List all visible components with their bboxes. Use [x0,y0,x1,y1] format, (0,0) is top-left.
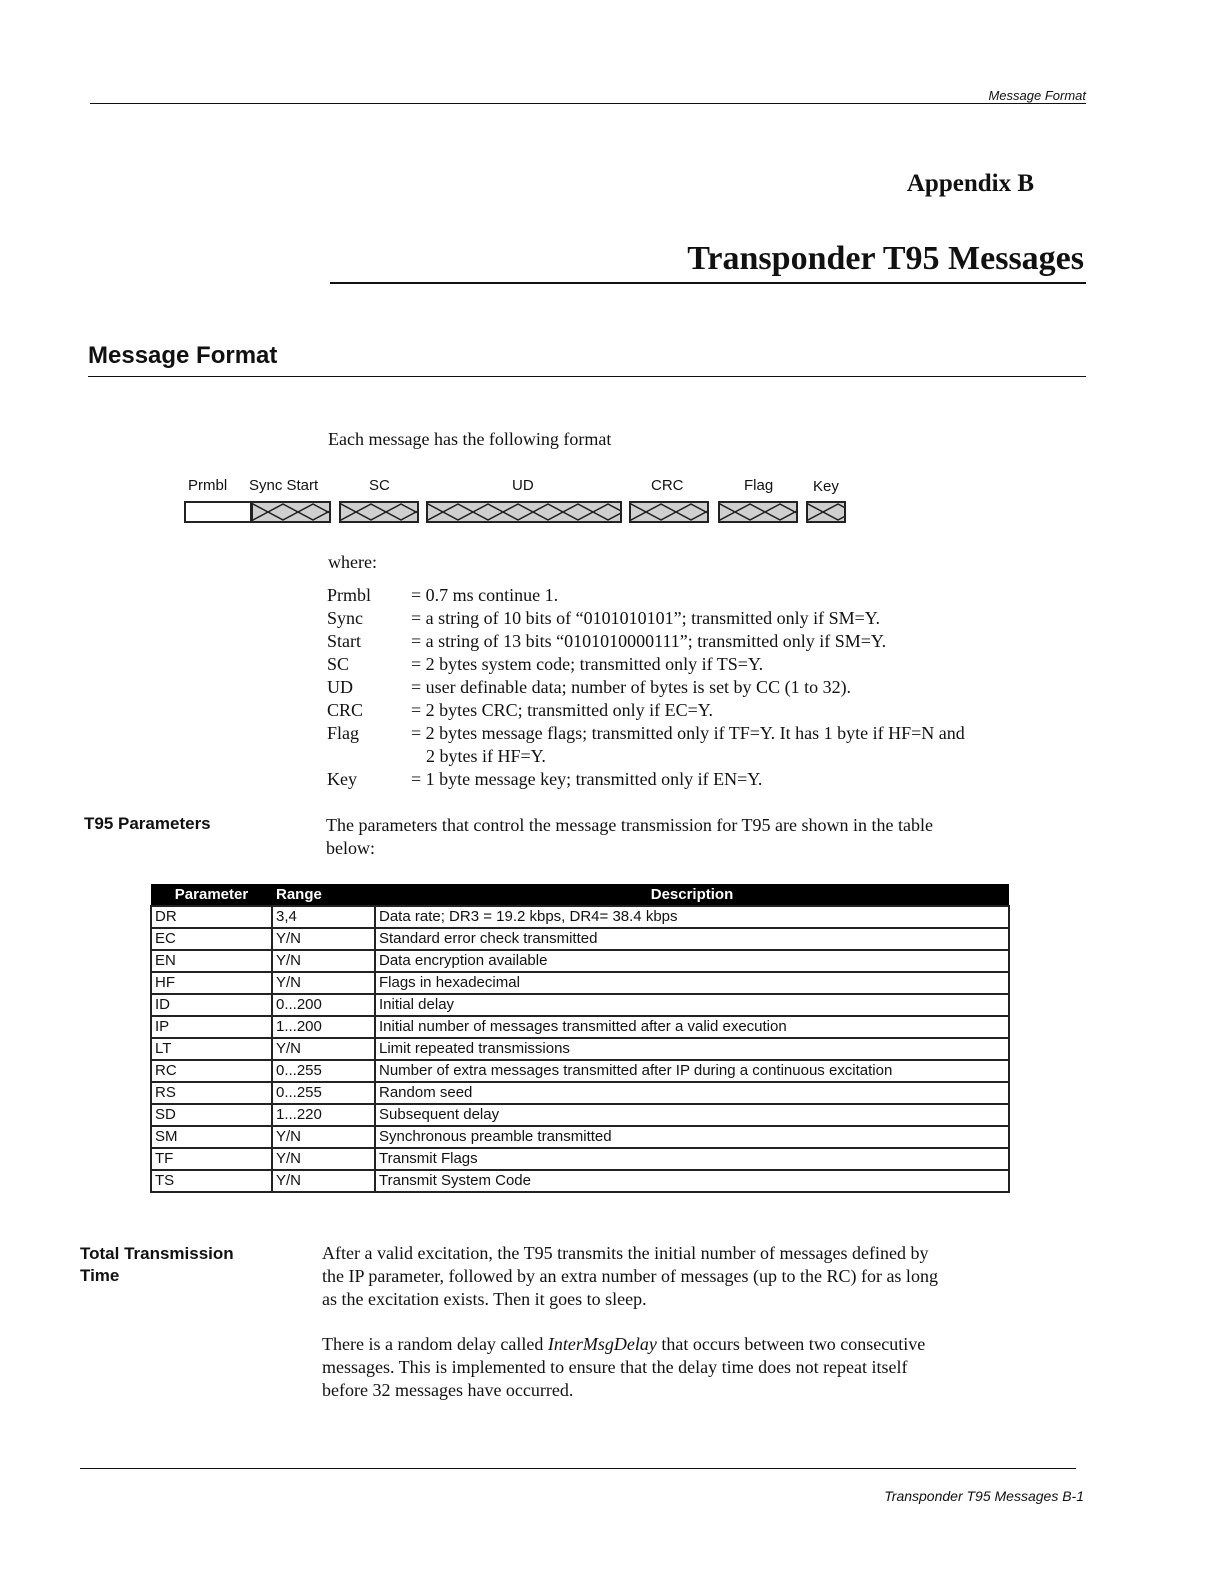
parameter-cell: LT [151,1038,272,1060]
definition-desc: = 2 bytes CRC; transmitted only if EC=Y. [411,700,713,720]
range-cell: Y/N [272,1038,375,1060]
field-crc [629,501,709,523]
chapter-title: Transponder T95 Messages [687,240,1084,277]
description-cell: Subsequent delay [375,1104,1009,1126]
para2-emphasis: InterMsgDelay [547,1334,657,1354]
range-cell: Y/N [272,1148,375,1170]
table-row [151,994,1009,1016]
table-body [151,906,1009,1192]
t95-parameters-text [326,814,1086,860]
page-footer: Transponder T95 Messages B-1 [884,1488,1084,1504]
total-transmission-para2 [322,1333,1092,1402]
description-cell: Synchronous preamble transmitted [375,1126,1009,1148]
definition-desc: = 0.7 ms continue 1. [411,585,559,605]
definition-desc-line1: = 2 bytes message flags; transmitted only if TF=Y. It has 1 byte if HF=N and [411,723,965,743]
field-sc [339,501,419,523]
definition-term: Start [327,631,361,651]
definition-desc: = user definable data; number of bytes is set by CC (1 to 32). [411,677,852,697]
parameters-table [150,884,1010,1193]
description-cell: Initial delay [375,994,1009,1016]
field-flag [718,501,798,523]
description-cell: Initial number of messages transmitted after a valid execution [375,1016,1009,1038]
diagram-label-sync-start: Sync Start [249,477,319,494]
range-cell: 3,4 [272,906,375,928]
description-cell: Transmit Flags [375,1148,1009,1170]
field-prmbl [184,501,252,523]
description-cell: Limit repeated transmissions [375,1038,1009,1060]
where-label: where: [328,552,377,572]
definition-term: Sync [327,608,363,628]
range-cell: Y/N [272,1126,375,1148]
table-row [151,928,1009,950]
table-row [151,1038,1009,1060]
definition-term: Flag [327,723,360,743]
column-header-description: Description [375,884,1009,906]
description-cell: Flags in hexadecimal [375,972,1009,994]
table-row [151,1148,1009,1170]
description-cell: Random seed [375,1082,1009,1104]
intro-text: Each message has the following format [328,429,612,449]
parameter-cell: EN [151,950,272,972]
table-row [151,1016,1009,1038]
definition-term: Prmbl [327,585,372,605]
description-cell: Number of extra messages transmitted after IP during a continuous excitation [375,1060,1009,1082]
definition-term: Key [327,769,357,789]
parameter-cell: DR [151,906,272,928]
definition-desc: = 2 bytes system code; transmitted only if TS=Y. [411,654,764,674]
parameter-cell: ID [151,994,272,1016]
parameter-cell: SD [151,1104,272,1126]
section-rule [88,376,1086,377]
para1-line3: as the excitation exists. Then it goes to sleep. [322,1289,647,1309]
field-key [806,501,846,523]
t95-parameters-heading: T95 Parameters [84,814,211,833]
definition-key [327,768,1091,791]
parameter-cell: IP [151,1016,272,1038]
definition-start [327,630,1091,653]
definition-desc [411,722,1091,768]
range-cell: 1...220 [272,1104,375,1126]
parameter-cell: HF [151,972,272,994]
running-head: Message Format [988,88,1086,103]
t95-parameters-line2: below: [326,838,375,858]
t95-parameters-line1: The parameters that control the message transmission for T95 are shown in the table [326,815,933,835]
appendix-label: Appendix B [906,170,1034,197]
diagram-label-ud: UD [512,477,534,494]
footer-rule [80,1468,1076,1469]
parameter-cell: SM [151,1126,272,1148]
diagram-label-key: Key [813,478,839,495]
table-row [151,906,1009,928]
table-row [151,1126,1009,1148]
column-header-parameter: Parameter [151,884,272,906]
table-row [151,1170,1009,1192]
definition-desc-line2: 2 bytes if HF=Y. [426,746,546,766]
definition-desc: = 1 byte message key; transmitted only if EN=Y. [411,769,763,789]
parameter-cell: RS [151,1082,272,1104]
section-title: Message Format [88,342,278,369]
definition-desc: = a string of 10 bits of “0101010101”; transmitted only if SM=Y. [411,608,880,628]
description-cell: Data rate; DR3 = 19.2 kbps, DR4= 38.4 kbps [375,906,1009,928]
range-cell: Y/N [272,1170,375,1192]
table-row [151,972,1009,994]
field-sync-start [251,501,331,523]
parameter-cell: EC [151,928,272,950]
range-cell: 0...200 [272,994,375,1016]
definition-desc: = a string of 13 bits “0101010000111”; transmitted only if SM=Y. [411,631,887,651]
total-transmission-heading-line1: Total Transmission [80,1244,234,1263]
total-transmission-heading-line2: Time [80,1266,120,1285]
definition-prmbl [327,584,1091,607]
para2-line1 [322,1333,1092,1356]
total-transmission-para1 [322,1242,1092,1311]
para2-line2: messages. This is implemented to ensure that the delay time does not repeat itself [322,1357,908,1377]
range-cell: 0...255 [272,1060,375,1082]
definition-flag [327,722,1091,768]
column-header-range: Range [272,884,375,906]
header-rule [90,103,1086,104]
definition-term: SC [327,654,350,674]
range-cell: Y/N [272,950,375,972]
para1-line2: the IP parameter, followed by an extra number of messages (up to the RC) for as long [322,1266,938,1286]
range-cell: Y/N [272,972,375,994]
diagram-label-crc: CRC [651,477,684,494]
para2-line3: before 32 messages have occurred. [322,1380,574,1400]
para1-line1: After a valid excitation, the T95 transmits the initial number of messages defined by [322,1243,929,1263]
definition-term: CRC [327,700,364,720]
total-transmission-heading [80,1243,234,1287]
table-header-row [151,884,1009,906]
range-cell: 1...200 [272,1016,375,1038]
diagram-label-sc: SC [369,477,390,494]
description-cell: Transmit System Code [375,1170,1009,1192]
table-row [151,1060,1009,1082]
description-cell: Standard error check transmitted [375,928,1009,950]
diagram-label-flag: Flag [744,477,774,494]
parameter-cell: TF [151,1148,272,1170]
range-cell: Y/N [272,928,375,950]
definition-term: UD [327,677,353,697]
para2-post: that occurs between two consecutive [656,1334,926,1354]
field-ud [426,501,622,523]
definition-ud [327,676,1091,699]
table-row [151,1104,1009,1126]
definitions-list [327,584,1091,791]
chapter-rule [330,282,1086,284]
diagram-label-prmbl: Prmbl [188,477,228,494]
definition-crc [327,699,1091,722]
table-row [151,1082,1009,1104]
table-row [151,950,1009,972]
definition-sync [327,607,1091,630]
description-cell: Data encryption available [375,950,1009,972]
definition-sc [327,653,1091,676]
para2-pre: There is a random delay called [322,1334,548,1354]
parameter-cell: TS [151,1170,272,1192]
parameter-cell: RC [151,1060,272,1082]
range-cell: 0...255 [272,1082,375,1104]
